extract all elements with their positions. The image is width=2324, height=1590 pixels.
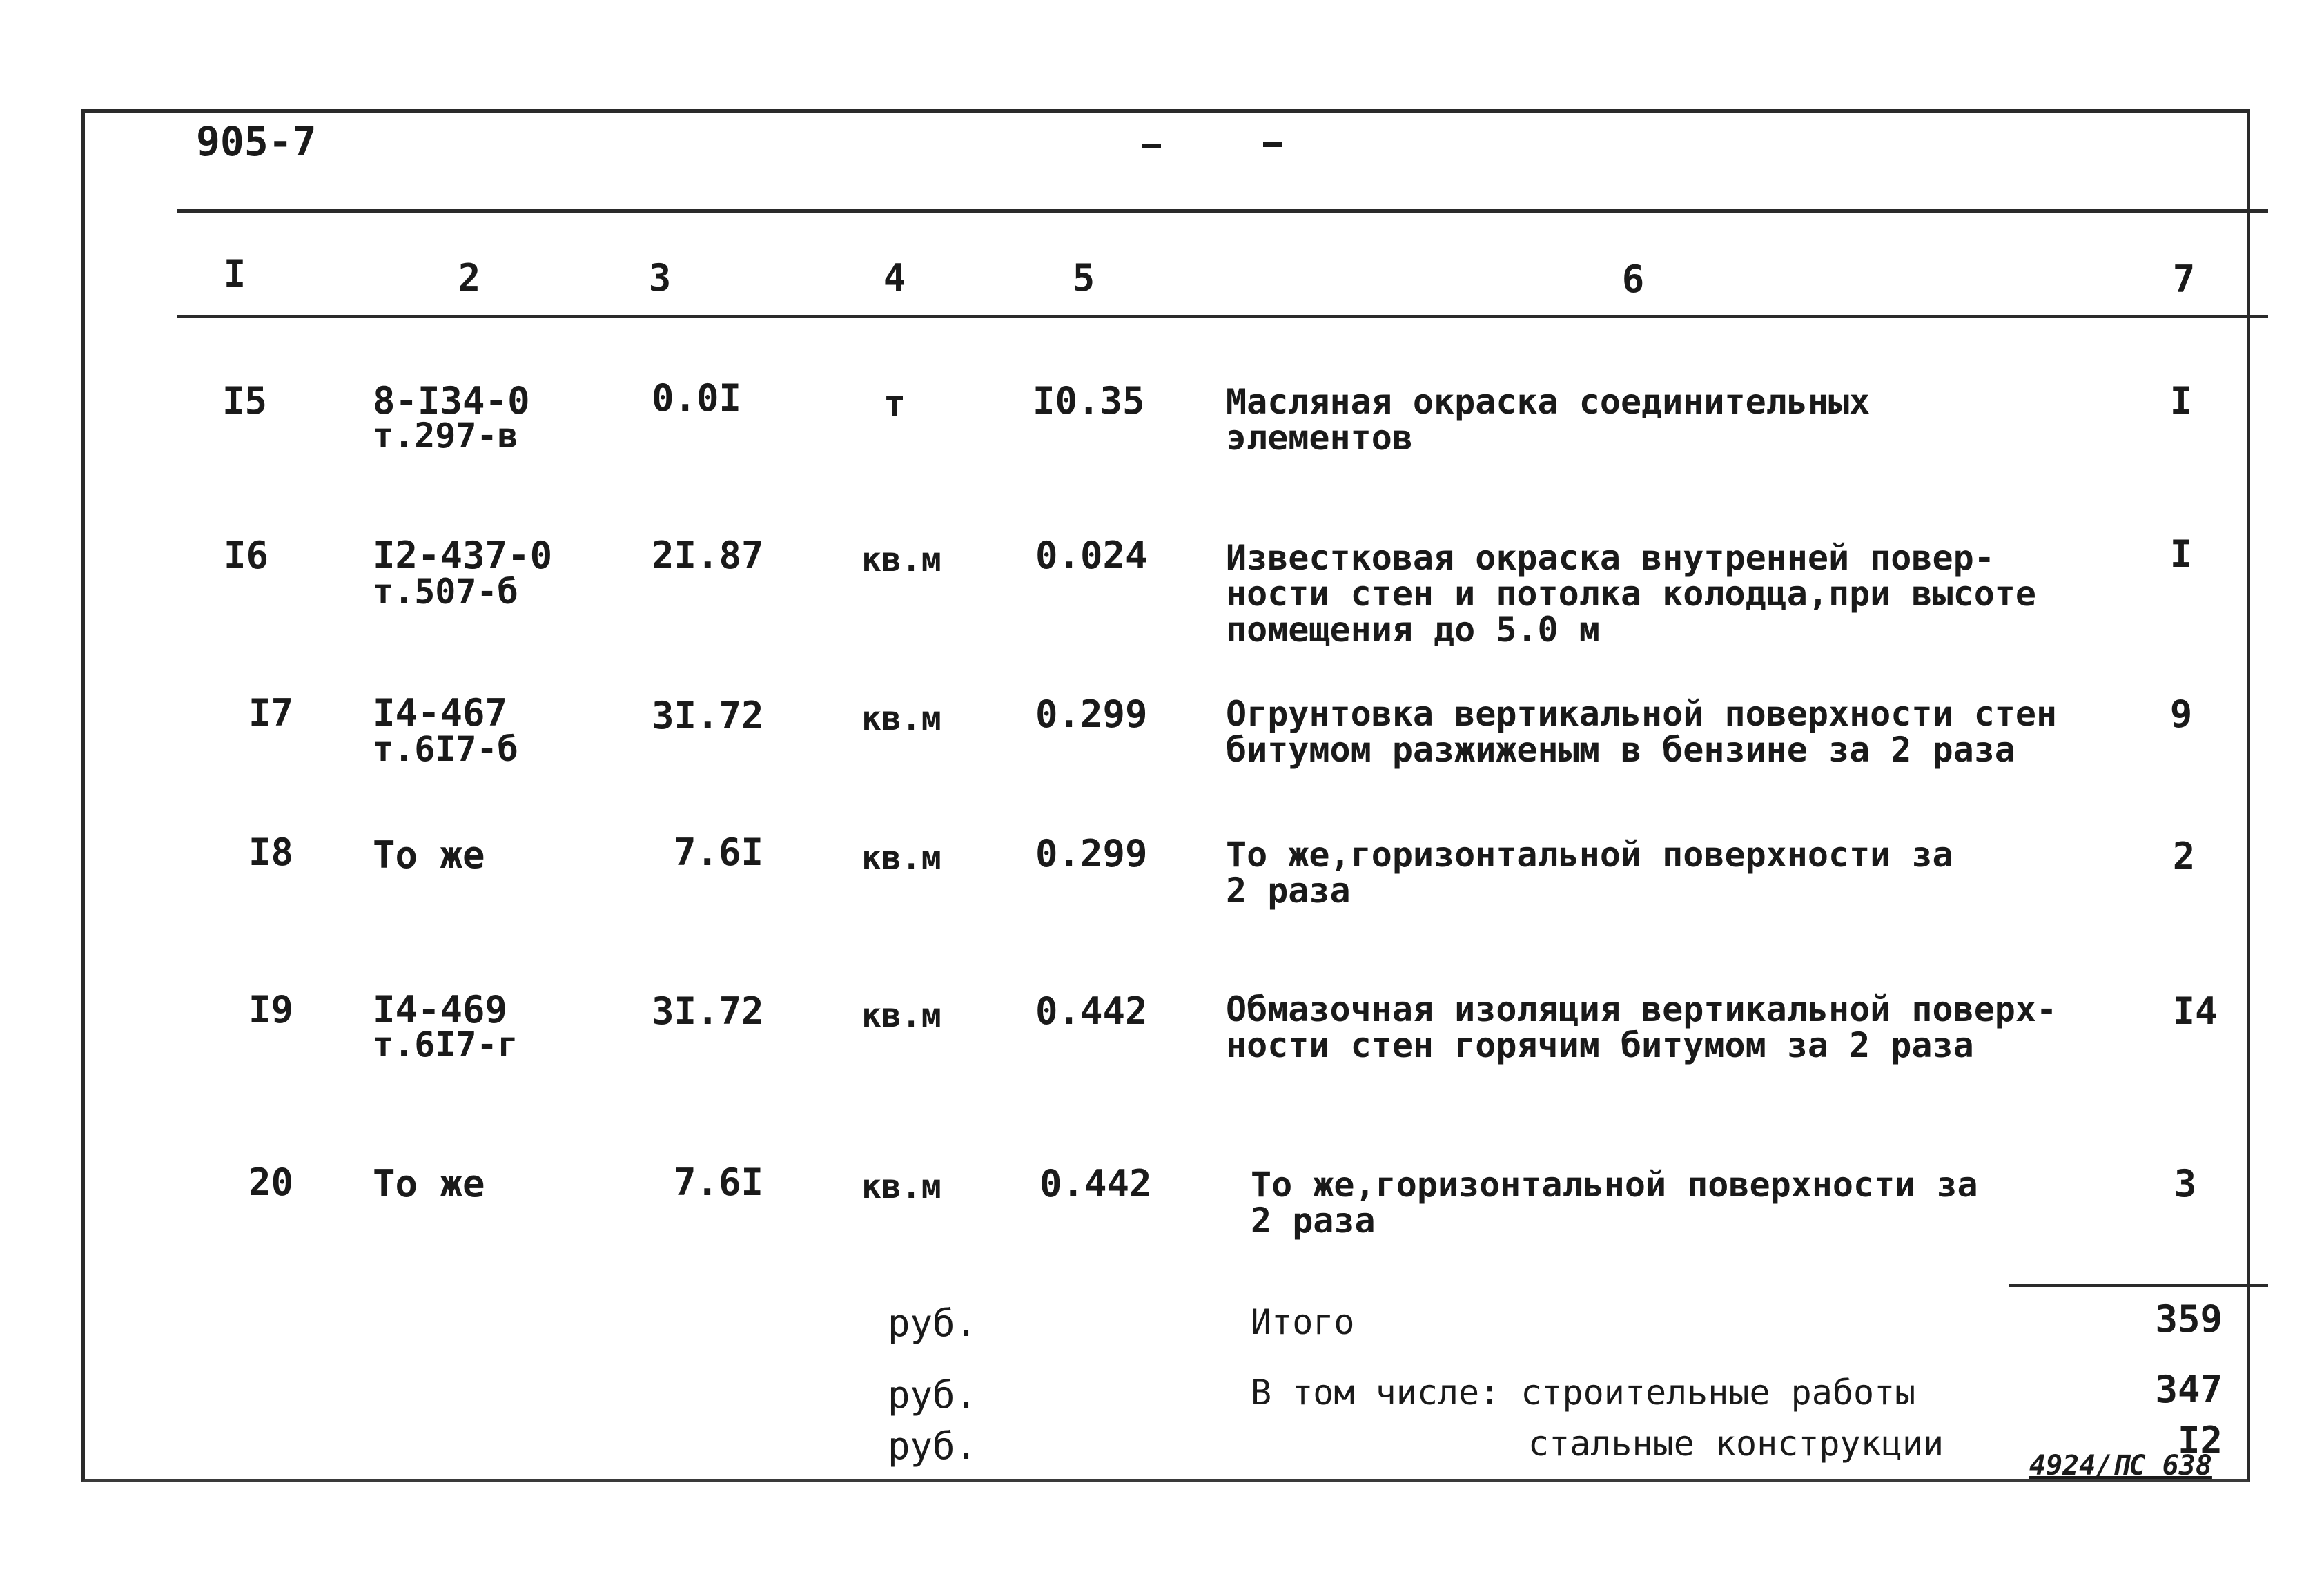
summary-label: стальные конструкции xyxy=(1528,1424,1944,1464)
row-quantity: 3I.72 xyxy=(652,694,764,737)
row-norm: I0.35 xyxy=(1033,379,1145,423)
row-quantity: 2I.87 xyxy=(652,534,764,577)
row-description: Обмазочная изоляция вертикальной поверх- ности стен горячим битумом за 2 раза xyxy=(1226,989,2058,1065)
page-number-dash xyxy=(1263,142,1282,147)
row-code: То же xyxy=(373,1162,485,1205)
row-number: I6 xyxy=(224,534,269,577)
row-code: I2-437-0 xyxy=(373,534,553,577)
column-header-3: 3 xyxy=(648,256,672,300)
row-quantity: 0.0I xyxy=(652,376,742,420)
row-number: I7 xyxy=(248,691,294,735)
row-unit: кв.м xyxy=(861,996,941,1035)
row-number: I9 xyxy=(248,988,294,1031)
column-header-1: I xyxy=(223,252,246,295)
row-code: То же xyxy=(373,833,485,877)
row-description: То же,горизонтальной поверхности за 2 раза xyxy=(1251,1165,1978,1241)
column-header-7: 7 xyxy=(2172,258,2196,301)
column-header-6: 6 xyxy=(1621,258,1645,301)
summary-value: I2 xyxy=(2177,1419,2223,1462)
summary-value: 359 xyxy=(2155,1297,2223,1341)
row-code-table: т.507-б xyxy=(373,572,518,612)
row-norm: 0.442 xyxy=(1039,1162,1152,1205)
row-total: I4 xyxy=(2172,989,2218,1033)
row-code-table: т.6I7-г xyxy=(373,1025,518,1065)
row-number: I8 xyxy=(248,831,294,874)
row-number: I5 xyxy=(222,379,268,423)
row-code-table: т.297-в xyxy=(373,416,518,456)
row-number: 20 xyxy=(248,1161,294,1204)
summary-unit: руб. xyxy=(888,1373,978,1417)
row-quantity: 3I.72 xyxy=(652,989,764,1033)
row-code: 8-I34-0 xyxy=(373,379,530,423)
page-number-dash xyxy=(1142,144,1161,148)
column-header-2: 2 xyxy=(458,256,481,300)
row-total: 9 xyxy=(2169,692,2193,736)
row-unit: т xyxy=(883,382,906,425)
row-quantity: 7.6I xyxy=(674,1161,764,1204)
row-unit: кв.м xyxy=(861,1167,941,1206)
table-top-rule xyxy=(177,209,2268,213)
summary-unit: руб. xyxy=(888,1424,978,1468)
row-description: Известковая окраска внутренней повер- ности стен и потолка колодца,при высоте помещения до 5.0 м xyxy=(1226,538,2036,650)
row-unit: кв.м xyxy=(861,541,941,579)
total-rule xyxy=(2009,1284,2268,1287)
summary-unit: руб. xyxy=(888,1301,978,1345)
row-norm: 0.024 xyxy=(1035,534,1148,577)
row-unit: кв.м xyxy=(861,699,941,738)
summary-label: В том числе: строительные работы xyxy=(1251,1373,1916,1413)
row-quantity: 7.6I xyxy=(674,831,764,874)
column-header-5: 5 xyxy=(1072,256,1095,300)
row-code: I4-467 xyxy=(373,691,508,735)
row-description: Масляная окраска соединительных элементов xyxy=(1226,382,1871,458)
row-total: I xyxy=(2169,532,2193,576)
archive-cipher: 4924/ПС 638 xyxy=(2029,1450,2212,1482)
row-norm: 0.299 xyxy=(1035,692,1148,736)
header-bottom-rule xyxy=(177,315,2268,318)
row-norm: 0.299 xyxy=(1035,832,1148,875)
row-code: I4-469 xyxy=(373,988,508,1031)
row-total: 3 xyxy=(2174,1162,2197,1205)
row-norm: 0.442 xyxy=(1035,989,1148,1033)
summary-label: Итого xyxy=(1251,1302,1355,1342)
row-description: То же,горизонтальной поверхности за 2 раза xyxy=(1226,835,1953,911)
row-code-table: т.6I7-б xyxy=(373,729,518,769)
document-code: 905-7 xyxy=(196,118,317,165)
row-description: Огрунтовка вертикальной поверхности стен битумом разжиженым в бензине за 2 раза xyxy=(1226,694,2058,770)
row-total: I xyxy=(2169,379,2193,423)
summary-value: 347 xyxy=(2155,1368,2223,1411)
row-total: 2 xyxy=(2172,835,2196,878)
row-unit: кв.м xyxy=(861,839,941,878)
column-header-4: 4 xyxy=(883,256,906,300)
